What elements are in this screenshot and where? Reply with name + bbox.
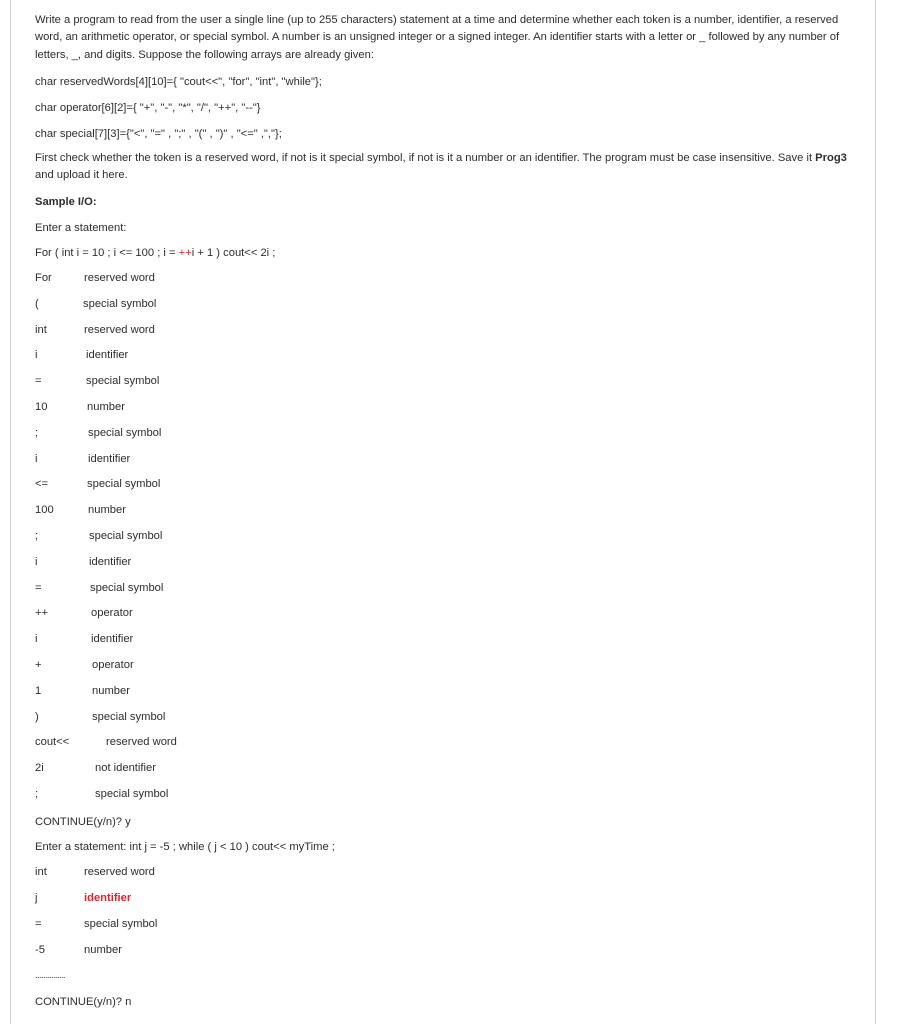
token-cell: = xyxy=(35,375,42,388)
run2-continue: CONTINUE(y/n)? n xyxy=(35,996,132,1008)
token-type-cell: special symbol xyxy=(87,478,161,491)
token-type-cell: special symbol xyxy=(95,788,169,800)
token-cell: int xyxy=(35,866,47,878)
token-type-cell: identifier xyxy=(91,633,134,646)
token-type-cell: special symbol xyxy=(89,530,163,542)
run1-statement xyxy=(35,246,275,261)
token-type-cell: operator xyxy=(92,659,134,671)
code-reserved-words: char reservedWords[4][10]={ "cout<<", "for", "int", "while"}; xyxy=(35,76,322,88)
ellipsis: ............... xyxy=(35,970,66,980)
run1-continue: CONTINUE(y/n)? y xyxy=(35,816,131,828)
token-cell: ; xyxy=(35,530,39,542)
run1-prompt: Enter a statement: xyxy=(35,222,127,234)
token-cell: = xyxy=(35,581,42,594)
token-type-cell: special symbol xyxy=(83,297,157,310)
token-cell: ) xyxy=(35,710,39,723)
instruction-filename: Prog3 xyxy=(815,152,847,164)
run1-statement-a: For ( int i = 10 ; i <= 100 ; i = xyxy=(35,247,179,259)
token-cell: -5 xyxy=(35,944,45,956)
code-special: char special[7][3]={"<", "=" , ";" , "(" , ")" , "<=" ,","}; xyxy=(35,128,282,140)
token-type-cell: special symbol xyxy=(84,918,158,930)
token-type-cell: reserved word xyxy=(106,736,177,749)
token-cell: + xyxy=(35,659,42,671)
token-type-cell: identifier xyxy=(89,555,132,568)
token-type-cell: number xyxy=(84,944,122,956)
token-cell: int xyxy=(35,323,47,336)
token-cell: 10 xyxy=(35,401,48,413)
token-cell: = xyxy=(35,918,42,930)
intro-paragraph: Write a program to read from the user a single line (up to 255 characters) statement at a time and determine whether each token is a number, identifier, a reserved word, an arithmetic operator, or special symbol. A number is an unsigned integer or a signed integer. An identifier starts with a letter or _ followed by any number of letters, _, and digits. Suppose the following arrays are already given: xyxy=(35,14,840,61)
run1-statement-highlight: ++ xyxy=(178,247,192,259)
token-type-cell: reserved word xyxy=(84,866,155,878)
token-cell: ; xyxy=(35,426,39,439)
token-cell: <= xyxy=(35,478,49,491)
instruction-paragraph xyxy=(35,150,855,185)
token-cell: i xyxy=(35,349,38,362)
token-type-cell: operator xyxy=(91,607,133,620)
token-type-cell: not identifier xyxy=(95,762,156,775)
token-cell: 2i xyxy=(35,762,44,775)
token-type-cell: number xyxy=(92,684,130,697)
token-type-cell: reserved word xyxy=(84,323,155,336)
token-cell: i xyxy=(35,555,38,568)
token-type-cell: special symbol xyxy=(90,581,164,594)
token-type-cell: number xyxy=(87,401,125,413)
token-type-cell: reserved word xyxy=(84,272,155,284)
token-cell: ( xyxy=(35,297,39,310)
token-type-cell: identifier xyxy=(88,452,131,465)
instruction-after: and upload it here. xyxy=(35,169,128,182)
sample-heading: Sample I/O: xyxy=(35,196,97,208)
token-cell: cout<< xyxy=(35,736,70,749)
token-type-cell: identifier xyxy=(86,349,129,362)
token-cell: ; xyxy=(35,788,39,800)
token-type-cell: special symbol xyxy=(92,710,166,723)
token-cell: i xyxy=(35,452,38,465)
token-cell: 100 xyxy=(35,504,54,517)
token-cell: j xyxy=(35,892,38,904)
run2-prompt: Enter a statement: int j = -5 ; while ( j < 10 ) cout<< myTime ; xyxy=(35,841,335,853)
code-operator: char operator[6][2]={ "+", "-", "*", "/", "++", "--"} xyxy=(35,102,261,114)
run1-statement-b: i + 1 ) cout<< 2i ; xyxy=(191,247,276,259)
token-type-cell: identifier xyxy=(84,892,132,904)
token-cell: i xyxy=(35,633,38,646)
token-type-cell: special symbol xyxy=(88,426,162,439)
token-cell: For xyxy=(35,272,52,284)
content-frame xyxy=(10,0,876,1024)
token-cell: ++ xyxy=(35,607,49,620)
token-cell: 1 xyxy=(35,684,42,697)
instruction-text: First check whether the token is a reserved word, if not is it special symbol, if not is it a number or an identifier. The program must be case insensitive. Save it xyxy=(35,152,816,164)
token-type-cell: special symbol xyxy=(86,375,160,388)
token-type-cell: number xyxy=(88,504,126,517)
